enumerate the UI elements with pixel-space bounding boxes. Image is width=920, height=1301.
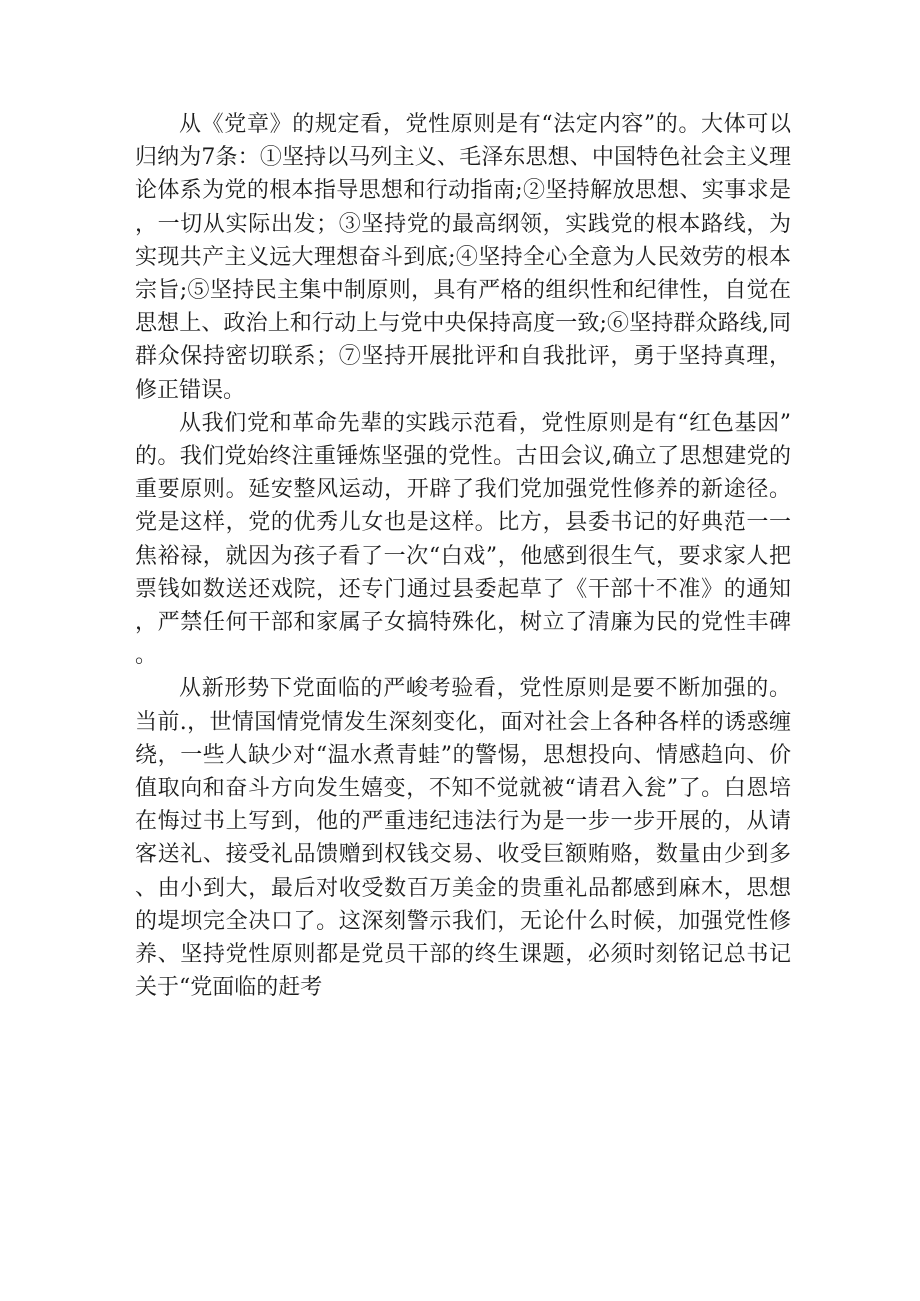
paragraph-3: 从新形势下党面临的严峻考验看，党性原则是要不断加强的。当前.，世情国情党情发生深刻变化，面对社会上各种各样的诱惑缠绕，一些人缺少对“温水煮青蛙”的警惕，思想投向、情感趋向、价值取向和奋斗方向发生嬉变，不知不觉就被“请君入瓮”了。白恩培在悔过书上写到，他的严重违纪违法行为是一步一步开展的，从请客送礼、接受礼品馈赠到权钱交易、收受巨额贿赂，数量由少到多、由小到大，最后对收受数百万美金的贵重礼品都感到麻木，思想的堤坝完全决口了。这深刻警示我们，无论什么时候，加强党性修养、坚持党性原则都是党员干部的终生课题，必须时刻铭记总书记关于“党面临的赶考 [135, 676, 791, 1001]
paragraph-2: 从我们党和革命先辈的实践示范看，党性原则是有“红色基因”的。我们党始终注重锤炼坚强的党性。古田会议,确立了思想建党的重要原则。延安整风运动，开辟了我们党加强党性修养的新途径。党是这样，党的优秀儿女也是这样。比方，县委书记的好典范一一焦裕禄，就因为孩子看了一次“白戏”，他感到很生气，要求家人把票钱如数送还戏院，还专门通过县委起草了《干部十不准》的通知，严禁任何干部和家属子女搞特殊化，树立了清廉为民的党性丰碑。 [135, 410, 791, 669]
document-body [135, 108, 791, 1004]
paragraph-1: 从《党章》的规定看，党性原则是有“法定内容”的。大体可以归纳为7条：①坚持以马列主义、毛泽东思想、中国特色社会主义理论体系为党的根本指导思想和行动指南;②坚持解放思想、实事求是，一切从实际出发；③坚持党的最高纲领，实践党的根本路线，为实现共产主义远大理想奋斗到底;④坚持全心全意为人民效劳的根本宗旨;⑤坚持民主集中制原则，具有严格的组织性和纪律性，自觉在思想上、政治上和行动上与党中央保持高度一致;⑥坚持群众路线,同群众保持密切联系；⑦坚持开展批评和自我批评，勇于坚持真理，修正错误。 [135, 112, 791, 403]
